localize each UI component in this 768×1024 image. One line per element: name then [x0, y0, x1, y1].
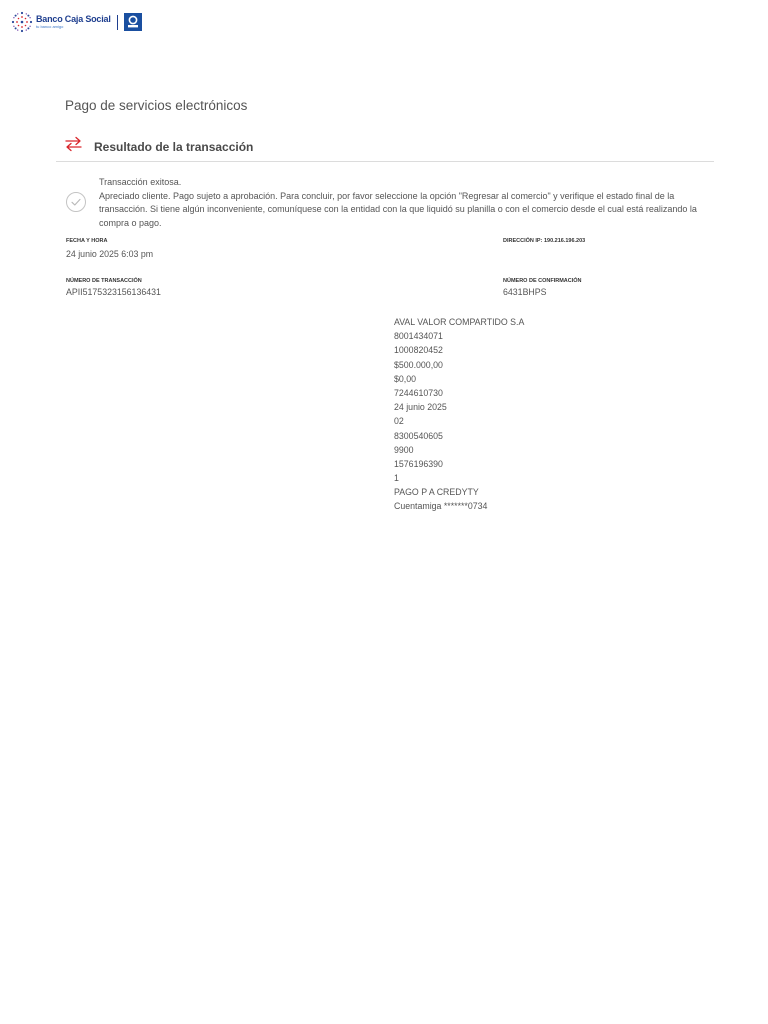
detail-value: Cuentamiga *******0734	[394, 501, 488, 512]
detail-value: 8001434071	[394, 331, 443, 342]
detail-value: PAGO P A CREDYTY	[394, 487, 479, 498]
transaction-number-label: NÚMERO DE TRANSACCIÓN	[66, 278, 142, 284]
detail-value: $500.000,00	[394, 359, 443, 370]
aval-logo-icon	[124, 13, 142, 31]
page-title: Pago de servicios electrónicos	[65, 98, 248, 113]
detail-value: 8300540605	[394, 430, 443, 441]
detail-value: 02	[394, 416, 404, 427]
bank-logo-icon	[11, 11, 33, 33]
result-message: Apreciado cliente. Pago sujeto a aprobación. Para concluir, por favor seleccione la opción "Regresar al comercio" y verifique el estado final de la transacción. Si tiene algún inconveniente, comuníquese con la entidad con la que liquidó su planilla o con el comercio desde el cual está realizando la compra o pago.	[99, 190, 697, 228]
fecha-label: FECHA Y HORA	[66, 238, 108, 244]
section-title: Resultado de la transacción	[94, 139, 254, 154]
section-header	[64, 136, 253, 157]
detail-value: 24 junio 2025	[394, 402, 447, 413]
ip-address-label: DIRECCIÓN IP: 190.216.196.203	[503, 238, 586, 244]
transaction-number-value: APII5175323156136431	[66, 287, 161, 297]
section-divider	[56, 161, 714, 162]
check-circle-icon	[66, 192, 86, 212]
confirmation-number-label: NÚMERO DE CONFIRMACIÓN	[503, 278, 582, 284]
detail-value: 9900	[394, 444, 414, 455]
detail-value: AVAL VALOR COMPARTIDO S.A	[394, 317, 525, 327]
transfer-arrows-icon	[64, 136, 83, 157]
bank-name: Banco Caja Social	[36, 14, 111, 24]
result-message-block	[99, 176, 705, 230]
bank-brand	[36, 15, 111, 29]
detail-value: 1576196390	[394, 458, 443, 469]
detail-value: 7244610730	[394, 387, 443, 398]
detail-value: 1	[394, 473, 399, 484]
header	[11, 11, 142, 33]
result-heading: Transacción exitosa.	[99, 177, 182, 187]
bank-tagline: tu banco amigo	[36, 24, 64, 29]
detail-value: $0,00	[394, 373, 417, 384]
logo-divider	[117, 15, 118, 30]
fecha-value: 24 junio 2025 6:03 pm	[66, 249, 154, 259]
confirmation-number-value: 6431BHPS	[503, 287, 547, 297]
detail-value: 1000820452	[394, 345, 443, 356]
